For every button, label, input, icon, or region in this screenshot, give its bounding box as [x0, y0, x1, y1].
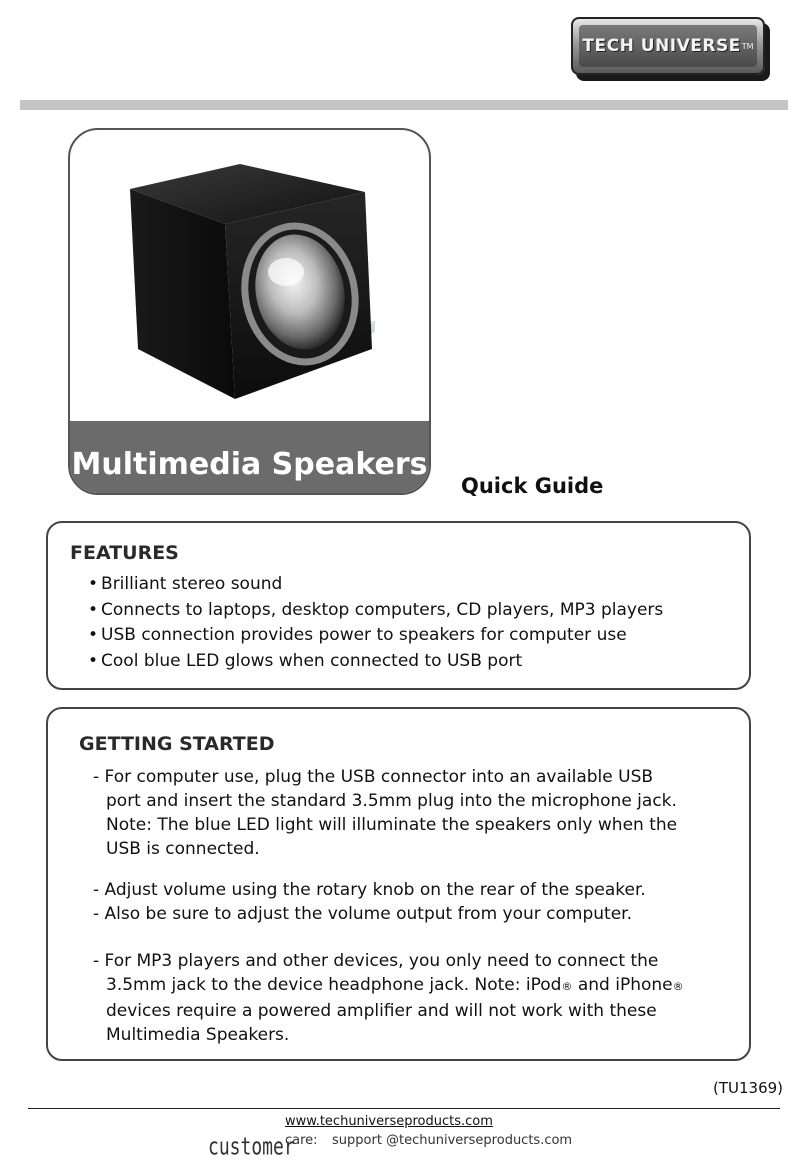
model-number: (TU1369): [713, 1079, 784, 1097]
list-item: • Cool blue LED glows when connected to USB port: [88, 649, 663, 675]
customer-label: customer: [208, 1133, 295, 1162]
text-line: - Also be sure to adjust the volume output from your computer.: [93, 904, 633, 924]
brand-name: TECH UNIVERSE: [582, 36, 741, 56]
speaker-image: [110, 144, 390, 424]
list-item: • USB connection provides power to speakers for computer use: [88, 623, 663, 649]
text-fragment: and iPhone: [572, 975, 673, 995]
footer-divider: [28, 1108, 780, 1109]
text-fragment: 3.5mm jack to the device headphone jack. Note: iPod: [106, 975, 562, 995]
website-link[interactable]: www.techuniverseproducts.com: [285, 1114, 493, 1129]
registered-mark: ®: [672, 980, 684, 993]
text-line: devices require a powered amplifier and will not work with these: [106, 1001, 657, 1021]
text-line: - For MP3 players and other devices, you only need to connect the: [93, 951, 659, 971]
text-line: - Adjust volume using the rotary knob on the rear of the speaker.: [93, 880, 646, 900]
product-title: Multimedia Speakers: [70, 421, 429, 493]
getting-started-title: GETTING STARTED: [79, 733, 275, 755]
speaker-highlight: [268, 258, 304, 286]
text-line: Multimedia Speakers.: [106, 1025, 290, 1045]
registered-mark: ®: [561, 980, 573, 993]
features-list: [88, 572, 663, 674]
trademark-mark: TM: [741, 41, 754, 51]
care-label: care:: [285, 1133, 318, 1148]
quick-guide-heading: Quick Guide: [461, 474, 604, 498]
instruction-paragraph-computer: [93, 765, 677, 861]
instruction-paragraph-volume: [93, 878, 646, 926]
list-item: • Brilliant stereo sound: [88, 572, 663, 598]
text-line: USB is connected.: [106, 839, 260, 859]
header-divider: [20, 100, 788, 110]
list-item: • Connects to laptops, desktop computers, CD players, MP3 players: [88, 598, 663, 624]
features-section: [46, 521, 751, 690]
text-line: - For computer use, plug the USB connector into an available USB: [93, 767, 654, 787]
text-line: Note: The blue LED light will illuminate the speakers only when the: [106, 815, 678, 835]
product-image-panel: [68, 128, 431, 495]
text-line: [93, 973, 684, 999]
getting-started-section: [46, 707, 751, 1061]
instruction-paragraph-mp3: [93, 949, 684, 1047]
brand-logo-plate: [579, 25, 757, 67]
features-title: FEATURES: [70, 542, 179, 564]
text-line: port and insert the standard 3.5mm plug into the microphone jack.: [106, 791, 677, 811]
brand-logo: [571, 17, 765, 75]
support-email[interactable]: support @techuniverseproducts.com: [332, 1133, 573, 1148]
